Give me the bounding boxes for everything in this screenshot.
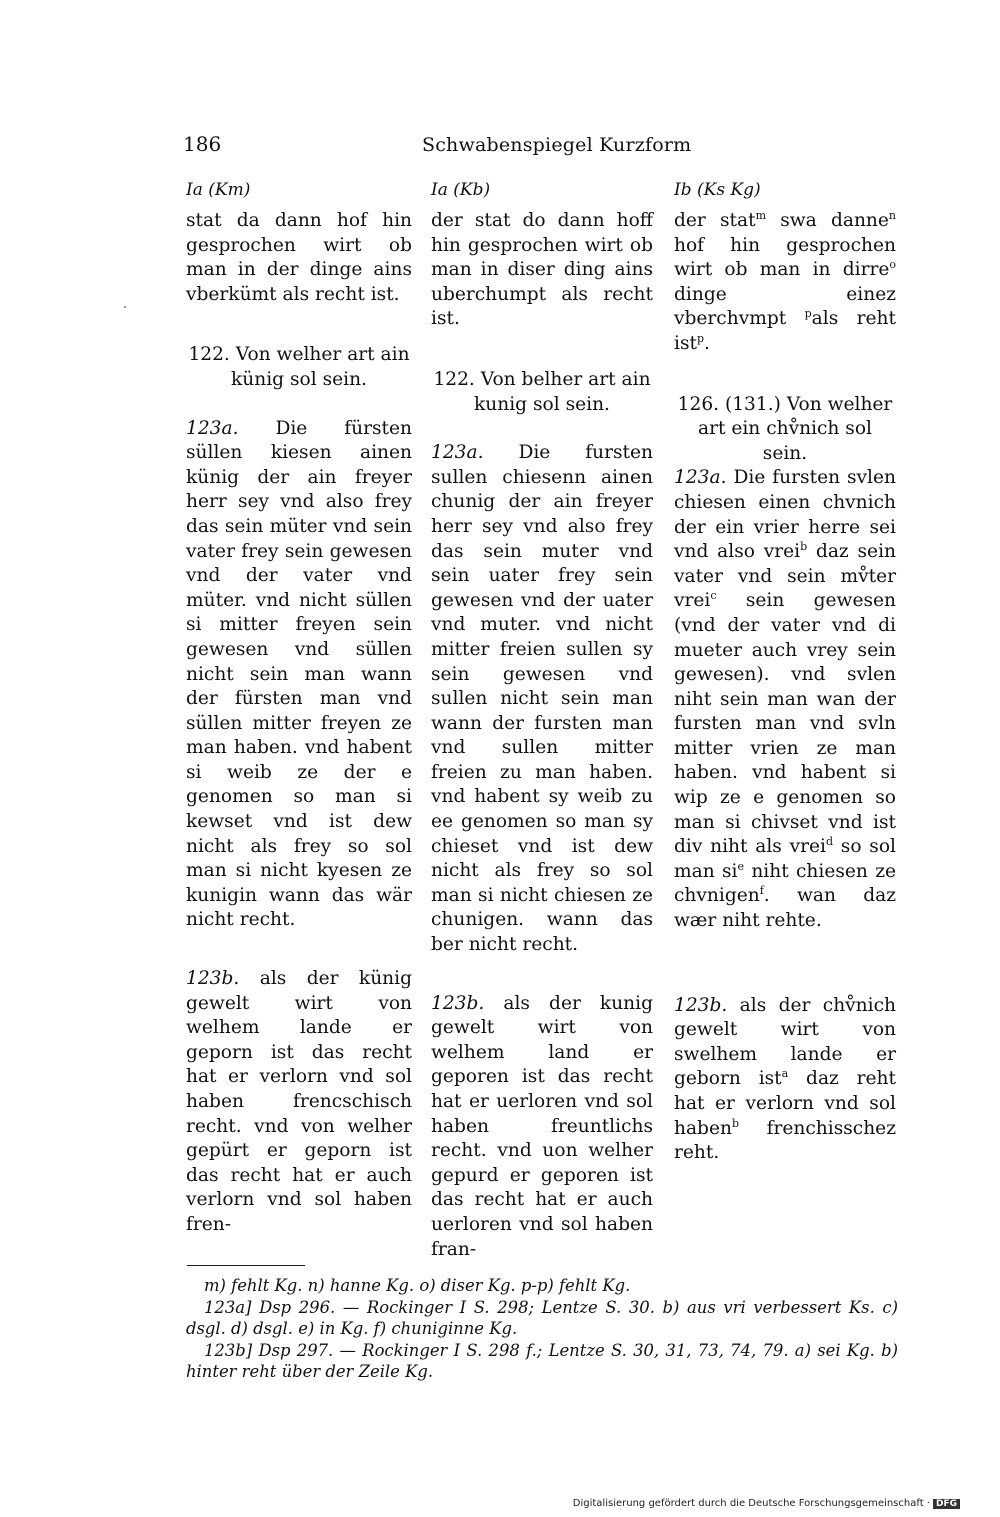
paragraph-label: 123a. [186, 417, 239, 439]
text-column-km [186, 209, 412, 1238]
paragraph-text: als der künig gewelt wirt von welhem lande er geporn ist das recht hat er verlorn vnd sol haben frencschisch recht. vnd von welher gepürt er geporn ist das recht hat er auch verlorn vnd sol haben fren- [186, 968, 412, 1235]
footnotes [186, 1275, 898, 1383]
dfg-credit [573, 1498, 960, 1509]
dfg-logo: DFG [933, 1499, 960, 1509]
paragraph-label: 123b. [186, 968, 240, 990]
paragraph-123a [431, 441, 653, 957]
continued-paragraph: der stat do dann hoff hin gesprochen wirt ob man in diser ding ains uberchumpt als recht ist. [431, 210, 653, 330]
section-heading: 126. (131.) Von welher art ein chv̊nich sol sein. [677, 393, 893, 464]
footnote-line: 123a] Dsp 296. — Rockinger I S. 298; Lentze S. 30. b) aus vri verbessert Ks. c) dsgl. d) dsgl. e) in Kg. f) chuniginne Kg. [186, 1297, 898, 1338]
paragraph-label: 123a. [431, 442, 484, 464]
footnote-rule [187, 1265, 305, 1266]
continued-paragraph: der stat$^m$ swa danne$^n$ hof hin gesprochen wirt ob man in dirre$^o$ dinge einez vberchvmpt $^p$als reht ist$^p$. [674, 208, 897, 354]
text-column-ks-kg [674, 209, 896, 1166]
section-heading: 122. Von belher art ain kunig sol sein. [433, 368, 651, 415]
paragraph-label: 123b. [674, 994, 728, 1016]
column-label-kb: Ia (Kb) [431, 180, 491, 200]
column-label-ks-kg: Ib (Ks Kg) [674, 180, 761, 200]
scan-speck [124, 306, 126, 308]
paragraph-123b [186, 967, 412, 1238]
continued-paragraph: stat da dann hof hin gesprochen wirt ob man in der dinge ains vberkümt als recht ist. [186, 210, 412, 305]
paragraph-123a: 123a. Die fursten svlen chiesen einen chvnich der ein vrier herre sei vnd also vrei$^b$ daz sein vater vnd sein mv̊ter vrei$^c$ sein gewesen (vnd der vater vnd di mueter auch vrey sein gewesen). vnd svlen niht sein man wan der fursten man vnd svln mitter vrien ze man haben. vnd habent si wip ze e genomen so man si chivset vnd ist div niht als vrei$^d$ so sol man $si^e$ niht chiesen ze chvnigen$^f$. wan daz wær niht rehte. [674, 467, 896, 932]
paragraph-label: 123a. [674, 467, 727, 489]
section-heading: 122. Von welher art ain künig sol sein. [188, 344, 410, 390]
page-number: 186 [183, 132, 222, 156]
paragraph-123b [431, 992, 653, 1263]
running-title: Schwabenspiegel Kurzform [422, 134, 692, 156]
paragraph-123b: 123b. als der chv̊nich gewelt wirt von swelhem lande er geborn ist$^a$ daz reht hat er verlorn vnd sol haben$^b$ frenchisschez reht. [674, 994, 896, 1164]
paragraph-text: Die fursten sullen chiesenn ainen chunig der ain freyer herr sey vnd also frey das sein muter vnd sein uater frey sein gewesen vnd der uater vnd muter. vnd nicht mitter freien sullen sy sein gewesen vnd sullen nicht sein man wann der fursten man vnd sullen mitter freien zu man haben. vnd habent sy weib zu ee genomen so man sy chieset vnd ist dew nicht als frey so sol man si nicht chiesen ze chunigen. wann das ber nicht recht. [431, 442, 653, 956]
paragraph-text: Die fürsten süllen kiesen ainen künig der ain freyer herr sey vnd also frey das sein müter vnd sein vater frey sein gewesen vnd der vater vnd müter. vnd nicht süllen si mitter freyen sein gewesen vnd süllen nicht sein man wann der fürsten man vnd süllen mitter freyen ze man haben. vnd habent si weib ze der e genomen so man si kewset vnd ist dew nicht als frey so sol man si nicht kyesen ze kunigin wann das wär nicht recht. [186, 417, 412, 931]
column-label-km: Ia (Km) [186, 180, 251, 200]
footnote-line: 123b] Dsp 297. — Rockinger I S. 298 f.; Lentze S. 30, 31, 73, 74, 79. a) sei Kg. b) hinter reht über der Zeile Kg. [186, 1340, 898, 1381]
paragraph-123a [186, 417, 412, 933]
paragraph-text: als der kunig gewelt wirt von welhem land er geporen ist das recht hat er uerloren vnd sol haben freuntlichs recht. vnd uon welher gepurd er geporen ist das recht hat er auch uerloren vnd sol haben fran- [431, 992, 653, 1260]
text-column-kb [431, 209, 653, 1262]
paragraph-label: 123b. [431, 992, 485, 1014]
footnote-line: m) fehlt Kg. n) hanne Kg. o) diser Kg. p-p) fehlt Kg. [204, 1276, 631, 1295]
credit-text: Digitalisierung gefördert durch die Deutsche Forschungsgemeinschaft · [572, 1498, 930, 1509]
